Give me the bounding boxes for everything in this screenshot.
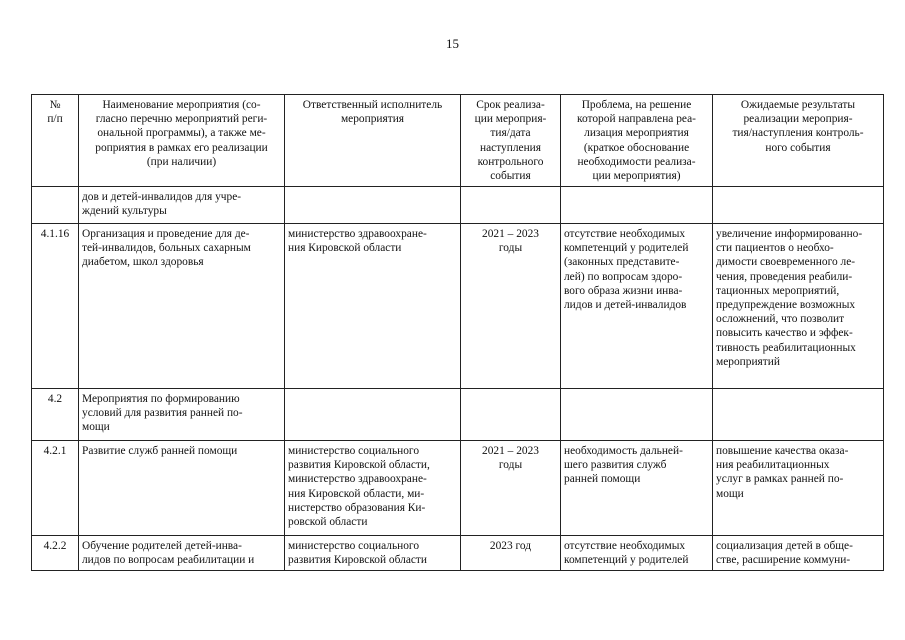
table-row: [32, 187, 884, 224]
row-name: Организация и проведение для де- тей-инвалидов, больных сахарным диабетом, школ здоровья: [79, 224, 285, 389]
row-result: [713, 187, 884, 224]
row-executor: [285, 389, 461, 441]
row-result: увеличение информированно- сти пациентов о необхо- димости своевременного ле- чения, проведения реабили- тационных мероприятий, предупреждение возможных осложнений, что позволит повысить качество и эффек- тивность реабилитационных мероприятий: [713, 224, 884, 389]
row-name: Мероприятия по формированию условий для развития ранней по- мощи: [79, 389, 285, 441]
row-num: 4.2.2: [32, 536, 79, 571]
page-number: 15: [446, 36, 459, 51]
row-result: социализация детей в обще- стве, расширение коммуни-: [713, 536, 884, 571]
row-name: Развитие служб ранней помощи: [79, 441, 285, 536]
row-term: [461, 389, 561, 441]
header-name: Наименование мероприятия (со- гласно перечню мероприятий реги- ональной программы), а также ме- роприятия в рамках его реализации (при наличии): [79, 95, 285, 187]
row-term: 2023 год: [461, 536, 561, 571]
row-problem: отсутствие необходимых компетенций у родителей: [561, 536, 713, 571]
header-term: Срок реализа- ции мероприя- тия/дата наступления контрольного события: [461, 95, 561, 187]
row-result: [713, 389, 884, 441]
row-result: повышение качества оказа- ния реабилитационных услуг в рамках ранней по- мощи: [713, 441, 884, 536]
table-row: [32, 441, 884, 536]
table-row: [32, 389, 884, 441]
row-problem: необходимость дальней- шего развития служб ранней помощи: [561, 441, 713, 536]
row-executor: министерство социального развития Кировской области: [285, 536, 461, 571]
row-problem: отсутствие необходимых компетенций у родителей (законных представите- лей) по вопросам здоро- вого образа жизни инва- лидов и детей-инвалидов: [561, 224, 713, 389]
row-term: [461, 187, 561, 224]
row-num: 4.2.1: [32, 441, 79, 536]
row-name: Обучение родителей детей-инва- лидов по вопросам реабилитации и: [79, 536, 285, 571]
table-header-row: [32, 95, 884, 187]
row-executor: министерство социального развития Кировской области, министерство здравоохране- ния Кировской области, ми- нистерство образования Ки- ровской области: [285, 441, 461, 536]
header-num: № п/п: [32, 95, 79, 187]
measures-table: [31, 94, 884, 571]
header-result: Ожидаемые результаты реализации мероприя- тия/наступления контроль- ного события: [713, 95, 884, 187]
row-executor: министерство здравоохране- ния Кировской области: [285, 224, 461, 389]
row-num: [32, 187, 79, 224]
row-name: дов и детей-инвалидов для учре- ждений культуры: [79, 187, 285, 224]
header-problem: Проблема, на решение которой направлена реа- лизация мероприятия (краткое обоснование необходимости реализа- ции мероприятия): [561, 95, 713, 187]
row-term: 2021 – 2023 годы: [461, 224, 561, 389]
row-problem: [561, 187, 713, 224]
row-term: 2021 – 2023 годы: [461, 441, 561, 536]
row-executor: [285, 187, 461, 224]
row-problem: [561, 389, 713, 441]
row-num: 4.2: [32, 389, 79, 441]
table-row: [32, 536, 884, 571]
row-num: 4.1.16: [32, 224, 79, 389]
header-executor: Ответственный исполнитель мероприятия: [285, 95, 461, 187]
table-row: [32, 224, 884, 389]
